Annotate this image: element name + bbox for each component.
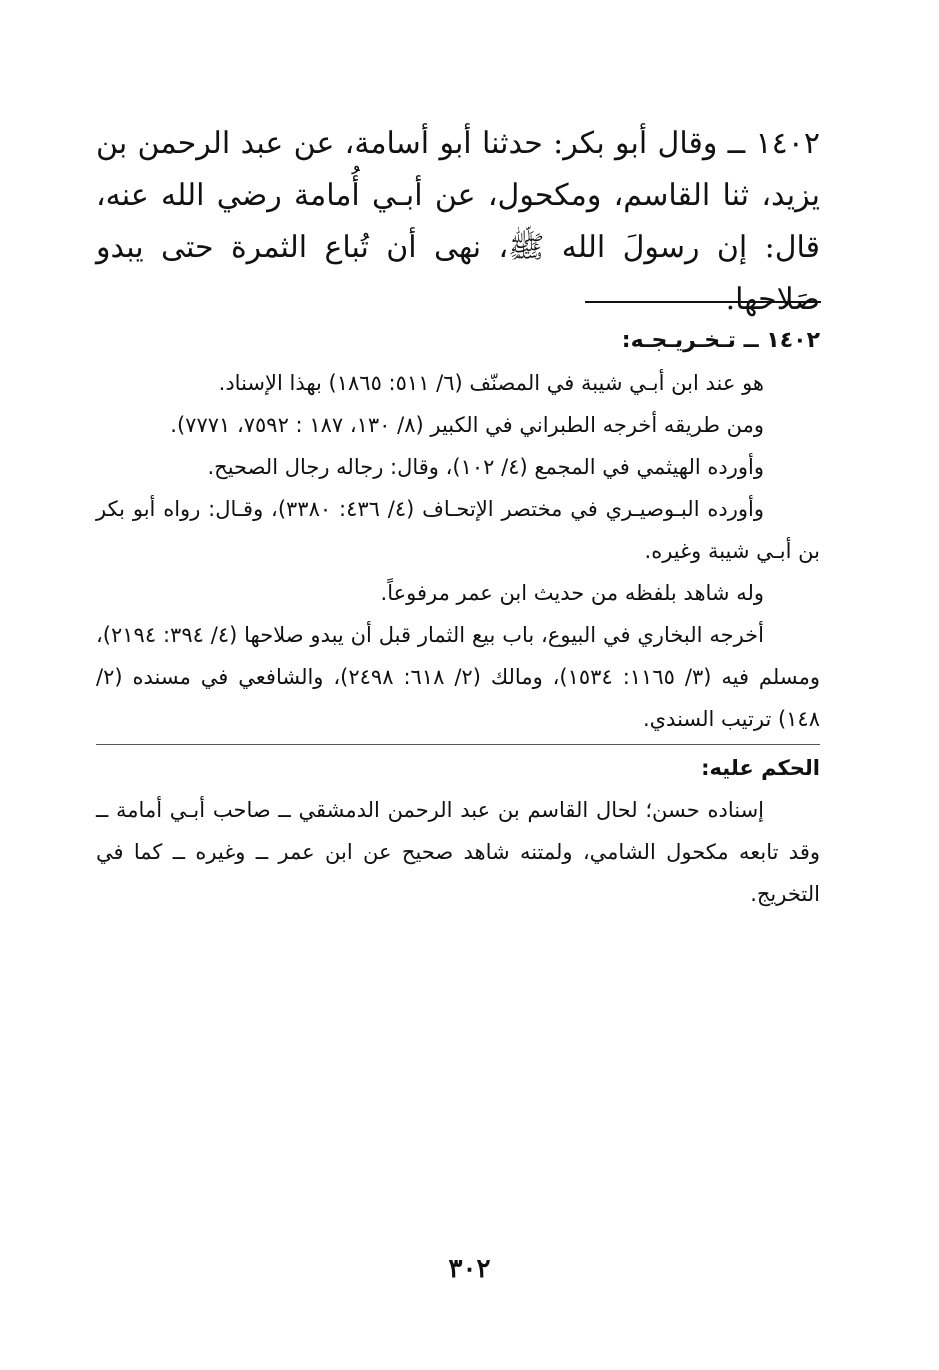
footnote-separator (585, 301, 821, 303)
takhrij-section (96, 320, 820, 915)
takhrij-paragraph: وأورده الهيثمي في المجمع (٤/ ١٠٢)، وقال: رجاله رجال الصحيح. (207, 455, 764, 479)
ruling-text: إسناده حسن؛ لحال القاسم بن عبد الرحمن الدمشقي ــ صاحب أبـي أمامة ــ وقد تابعه مكحول الشامي، ولمتنه شاهد صحيح عن ابن عمر ــ وغيره ــ كما في التخريج. (96, 798, 820, 906)
takhrij-paragraph: هو عند ابن أبـي شيبة في المصنّف (٦/ ٥١١: ١٨٦٥) بهذا الإسناد. (218, 371, 764, 395)
ruling-heading: الحكم عليه: (701, 756, 820, 780)
page-number: ٣٠٢ (448, 1254, 491, 1284)
hadith-text: ١٤٠٢ ــ وقال أبو بكر: حدثنا أبو أسامة، عن عبد الرحمن بن يزيد، ثنا القاسم، ومكحول، عن أبـي أُمامة رضي الله عنه، قال: إن رسولَ الله ﷺ، نهى أن تُباع الثمرة حتى يبدو صَلاحها. (96, 126, 820, 317)
hadith-text-block (96, 118, 820, 326)
takhrij-paragraph: وله شاهد بلفظه من حديث ابن عمر مرفوعاً. (380, 581, 764, 605)
takhrij-heading: ١٤٠٢ ــ تـخـريـجـه: (621, 328, 820, 353)
takhrij-paragraph: وأورده البـوصيـري في مختصر الإتحـاف (٤/ ٤٣٦: ٣٣٨٠)، وقـال: رواه أبو بكر بن أبـي شيبة وغيره. (96, 497, 820, 563)
takhrij-paragraph: ومن طريقه أخرجه الطبراني في الكبير (٨/ ١٣٠، ١٨٧ : ٧٥٩٢، ٧٧٧١). (170, 413, 764, 437)
ruling-section (96, 744, 820, 915)
takhrij-paragraph: أخرجه البخاري في البيوع، باب بيع الثمار قبل أن يبدو صلاحها (٤/ ٣٩٤: ٢١٩٤)، ومسلم فيه (٣/ ١١٦٥: ١٥٣٤)، ومالك (٢/ ٦١٨: ٢٤٩٨)، والشافعي في مسنده (٢/ ١٤٨) ترتيب السندي. (96, 623, 820, 731)
